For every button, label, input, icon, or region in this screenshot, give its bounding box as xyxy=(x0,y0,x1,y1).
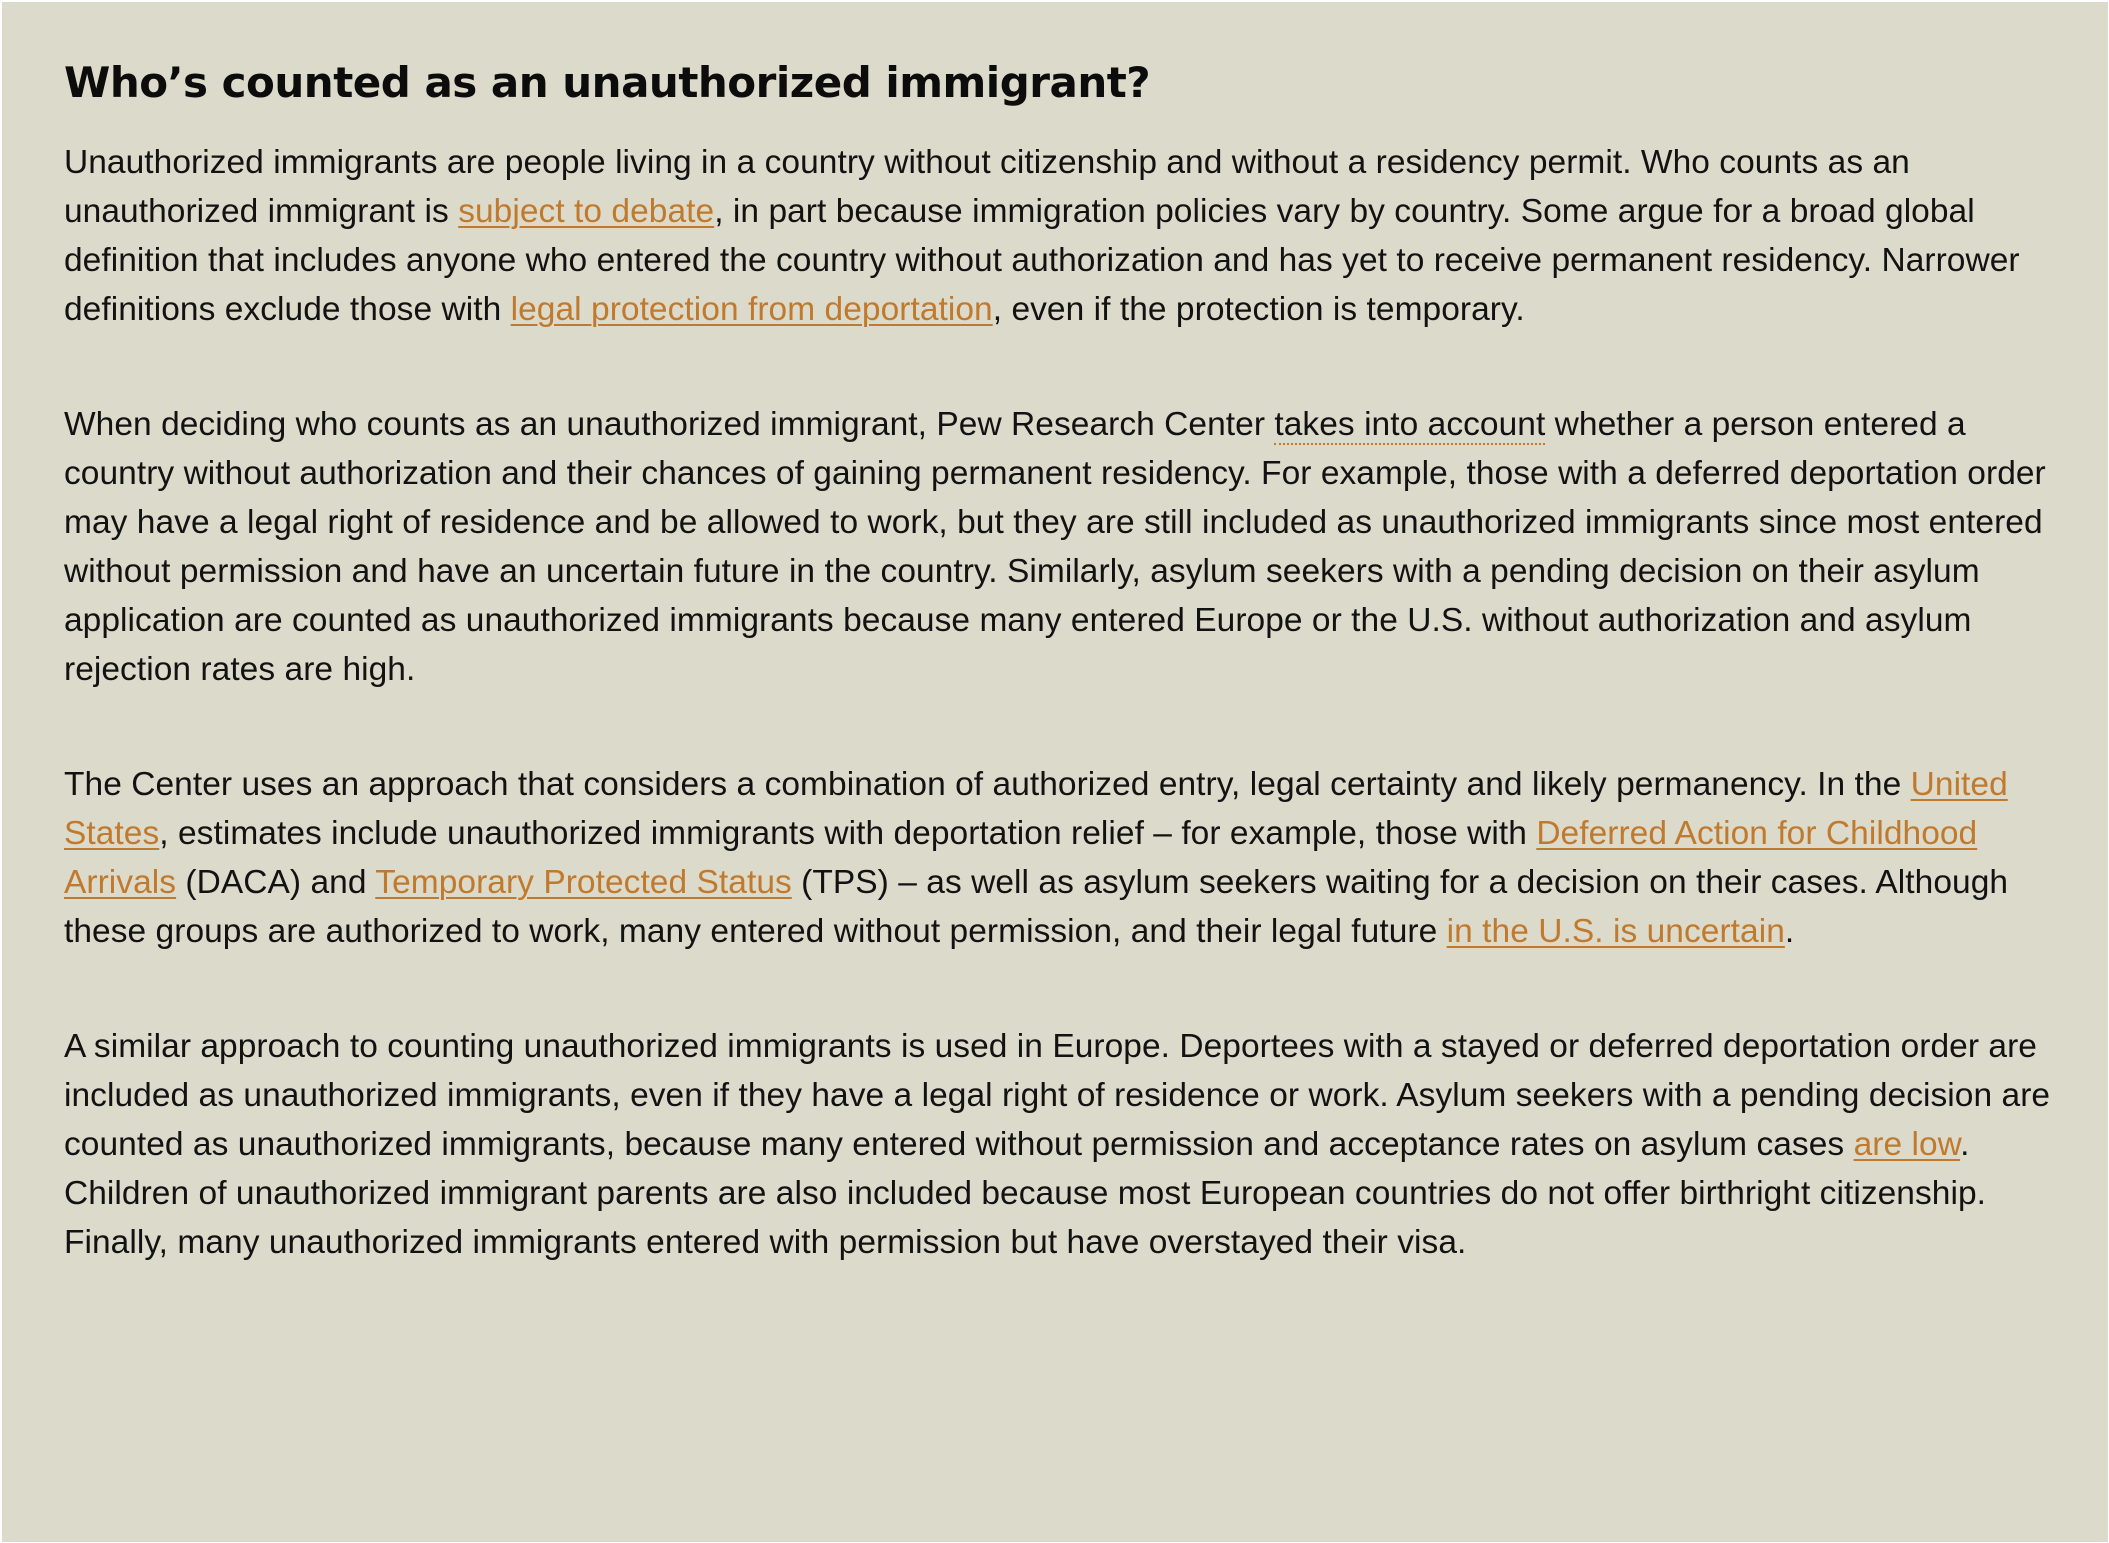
paragraph-text: (DACA) and xyxy=(176,864,376,901)
link-us-uncertain[interactable]: in the U.S. is uncertain xyxy=(1446,913,1785,950)
paragraph-text: . xyxy=(1784,913,1795,950)
paragraph-text: Unauthorized immigrants are people living in a country without citizenship and without a residency permit. Who counts as an unauthorized immigrant is xyxy=(64,144,1910,230)
link-temporary-protected-status[interactable]: Temporary Protected Status xyxy=(375,864,792,901)
paragraph-text: , estimates include unauthorized immigrants with deportation relief – for example, those with xyxy=(159,815,1537,852)
paragraph-text: When deciding who counts as an unauthorized immigrant, Pew Research Center xyxy=(64,406,1275,443)
link-united-states[interactable]: United States xyxy=(64,766,2008,852)
paragraph-text: , even if the protection is temporary. xyxy=(992,291,1525,328)
link-are-low[interactable]: are low xyxy=(1853,1126,1961,1163)
paragraph-text: The Center uses an approach that considers a combination of authorized entry, legal certainty and likely permanency. In the xyxy=(64,766,1911,803)
link-subject-to-debate[interactable]: subject to debate xyxy=(458,193,715,230)
paragraph-text: A similar approach to counting unauthorized immigrants is used in Europe. Deportees with a stayed or deferred deportation order are included as unauthorized immigrants, even if they have a legal right of residence or work. Asylum seekers with a pending decision are counted as unauthorized immigrants, because many entered without permission and acceptance rates on asylum cases xyxy=(64,1028,2051,1163)
term-takes-into-account[interactable]: takes into account xyxy=(1274,406,1546,443)
paragraph-europe xyxy=(64,1022,2054,1267)
paragraph-definition xyxy=(64,138,2054,334)
paragraph-pew-approach xyxy=(64,400,2054,694)
paragraph-text: . Children of unauthorized immigrant parents are also included because most European countries do not offer birthright citizenship. Finally, many unauthorized immigrants entered with permission but have overstayed their visa. xyxy=(64,1126,1987,1261)
link-daca[interactable]: Deferred Action for Childhood Arrivals xyxy=(64,815,1978,901)
paragraph-united-states xyxy=(64,760,2054,956)
paragraph-text: , in part because immigration policies vary by country. Some argue for a broad global definition that includes anyone who entered the country without authorization and has yet to receive permanent residency. Narrower definitions exclude those with xyxy=(64,193,2020,328)
link-legal-protection-from-deportation[interactable]: legal protection from deportation xyxy=(510,291,993,328)
paragraph-text: whether a person entered a country without authorization and their chances of gaining permanent residency. For example, those with a deferred deportation order may have a legal right of residence and be allowed to work, but they are still included as unauthorized immigrants since most entered without permission and have an uncertain future in the country. Similarly, asylum seekers with a pending decision on their asylum application are counted as unauthorized immigrants because many entered Europe or the U.S. without authorization and asylum rejection rates are high. xyxy=(64,406,2046,688)
paragraph-text: (TPS) – as well as asylum seekers waiting for a decision on their cases. Although these groups are authorized to work, many entered without permission, and their legal future xyxy=(64,864,2009,950)
info-panel xyxy=(2,2,2108,1542)
page-title: Who’s counted as an unauthorized immigrant? xyxy=(64,58,1151,107)
